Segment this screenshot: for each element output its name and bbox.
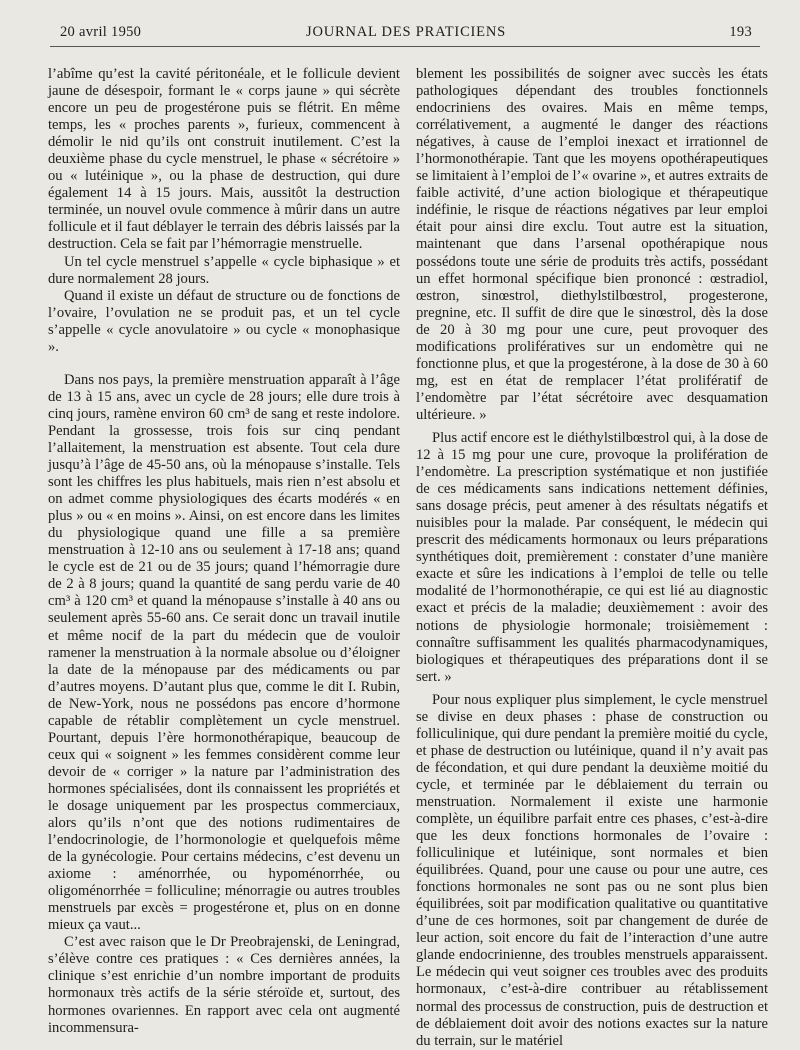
header-rule <box>50 46 760 47</box>
paragraph: Plus actif encore est le diéthylstilbœstrol qui, à la dose de 12 à 15 mg pour une cure, provoque la prolifération de l’endomètre. La prescription systématique et non justifiée de ces médicaments sans indications nettement définies, sans dosage précis, peut amener à des résultats négatifs et nuisibles pour la malade. Par conséquent, le médecin qui prescrit des médicaments hormonaux ou leurs préparations synthétiques doit, premièrement : constater d’une manière exacte et sûre les indications à l’emploi de telle ou telle modalité de l’hormonothérapie, ce qui est lié au diagnostic exact et précis de la maladie; deuxièmement : avoir des notions de physiologie hormonale; troisièmement : connaître suffisamment les qualités pharmacodynamiques, biologiques et thérapeutiques des préparations dont il se sert. » <box>416 429 768 685</box>
running-header <box>60 24 752 46</box>
paragraph: Pour nous expliquer plus simplement, le cycle menstruel se divise en deux phases : phase de construction ou folliculinique, qui dure pendant la première moitié du cycle, et phase de destruction ou lutéinique, quand il n’y avait pas de fécondation, et qui dure pendant la deuxième moitié du cycle, et terminée par le déblaiement du terrain ou menstruation. Normalement il existe une harmonie complète, un équilibre parfait entre ces phases, c’est-à-dire que les deux fonctions hormonales de l’ovaire : folliculinique et lutéinique, sont normales et bien équilibrées. Quand, pour une cause ou pour une autre, ces fonctions hormonales ne sont pas ou ne sont plus bien équilibrées, soit par modification qualitative ou quantitative d’une de ces hormones, soit par changement de durée de leur action, soit encore du fait de l’interaction d’une autre glande endocrinienne, des troubles menstruels apparaissent. Le médecin qui veut soigner ces troubles avec des produits hormonaux, c’est-à-dire contribuer au rétablissement normal des processus de construction, puis de destruction et de déblaiement doit avoir des notions exactes sur la nature du terrain, sur le matériel <box>416 691 768 1049</box>
page-number: 193 <box>729 24 752 40</box>
paragraph: Dans nos pays, la première menstruation apparaît à l’âge de 13 à 15 ans, avec un cycle de 28 jours; elle dure trois à cinq jours, ramène environ 60 cm³ de sang et reste indolore. Pendant la grossesse, trois fois sur cinq pendant l’allaitement, la menstruation est absente. Tout cela dure jusqu’à l’âge de 45-50 ans, où la ménopause s’installe. Tels sont les chiffres les plus habituels, mais rien n’est absolu et on admet comme physiologiques des écarts modérés « en plus » ou « en moins ». Ainsi, on est encore dans les limites du physiologique quand une fille a sa première menstruation à 12-10 ans ou seulement à 17-18 ans; quand le cycle est de 21 ou de 35 jours; quand l’hémorragie dure de 2 à 8 jours; quand la quantité de sang perdu varie de 40 cm³ à 120 cm³ et quand la ménopause s’installe à 40 ans ou seulement après 55-60 ans. Ce serait donc un travail inutile et même nocif de la part du médecin que de vouloir ramener la menstruation à la normale absolue ou d’éloigner la date de la ménopause par des médicaments ou par d’autres moyens. D’autant plus que, comme le dit I. Rubin, de New-York, nous ne possédons pas encore d’hormone capable de rétablir complètement un cycle menstruel. Pourtant, depuis l’ère hormonothérapique, beaucoup de ceux qui « soignent » les femmes considèrent comme leur devoir de « corriger » la nature par l’administration des hormones spécialisées, dont ils connaissent les propriétés et le dosage uniquement par les prospectus commerciaux, alors qu’ils n’ont que des notions rudimentaires de l’endocrinologie, de l’hormonologie et quelquefois même de la gynécologie. Pour certains médecins, c’est devenu un axiome : aménorrhée, ou hypoménorrhée, ou oligoménorrhée = folliculine; ménorragie ou autres troubles menstruels par excès = progestérone et, plus on en donne mieux ça vaut... <box>48 371 400 934</box>
journal-title: JOURNAL DES PRATICIENS <box>306 24 506 40</box>
paragraph: Un tel cycle menstruel s’appelle « cycle biphasique » et dure normalement 28 jours. <box>48 253 400 287</box>
paragraph: C’est avec raison que le Dr Preobrajenski, de Leningrad, s’élève contre ces pratiques : « Ces dernières années, la clinique s’est enrichie d’un nombre important de produits hormonaux très actifs de la série stéroïde et, surtout, des hormones ovariennes. En rapport avec cela ont augmenté incommensura- <box>48 934 400 1036</box>
left-column <box>48 66 400 1037</box>
right-column <box>416 66 768 1050</box>
issue-date: 20 avril 1950 <box>60 24 142 40</box>
paragraph: blement les possibilités de soigner avec succès les états pathologiques dépendant des troubles fonctionnels endocriniens des ovaires. Mais en même temps, corrélativement, a augmenté le danger des réactions négatives, à cause de l’emploi inexact et irrationnel de l’hormonothérapie. Tant que les moyens opothérapeutiques se limitaient à l’emploi de l’« ovarine », et autres extraits de faible activité, d’une action biologique et thérapeutique indéfinie, le risque de réactions négatives par leur emploi était pour ainsi dire exclu. Tout autre est la situation, maintenant que dans l’arsenal opothérapique nous possédons toute une série de produits très actifs, possédant un effet hormonal spécifique bien prononcé : œstradiol, œstron, sinœstrol, diethylstilbœstrol, progesterone, pregnine, etc. Il suffit de dire que le sinœstrol, dès la dose de 20 à 30 mg pour une cure, peut provoquer des modifications prolifératives sur un endomètre qui ne fonctionne plus, et que la progestérone, à la dose de 30 à 60 mg, est en état de remplacer l’état prolifératif de l’endomètre par l’état sécrétoire avec desquamation ultérieure. » <box>416 66 768 423</box>
paragraph: l’abîme qu’est la cavité péritonéale, et le follicule devient jaune de désespoir, formant le « corps jaune » qui sécrète encore un peu de progestérone puis se flétrit. En même temps, les « proches parents », furieux, commencent à démolir le nid qu’ils ont construit inutilement. C’est la deuxième phase du cycle menstruel, le phase « sécrétoire » ou « lutéinique », ou la phase de destruction, qui dure également 14 à 15 jours. Mais, aussitôt la destruction terminée, un nouvel ovule commence à mûrir dans un autre follicule et il faut déblayer le terrain des débris laissés par la destruction. Cela se fait par l’hémorragie menstruelle. <box>48 66 400 253</box>
paragraph: Quand il existe un défaut de structure ou de fonctions de l’ovaire, l’ovulation ne se produit pas, et un tel cycle s’appelle « cycle anovulatoire » ou cycle « monophasique ». <box>48 287 400 355</box>
